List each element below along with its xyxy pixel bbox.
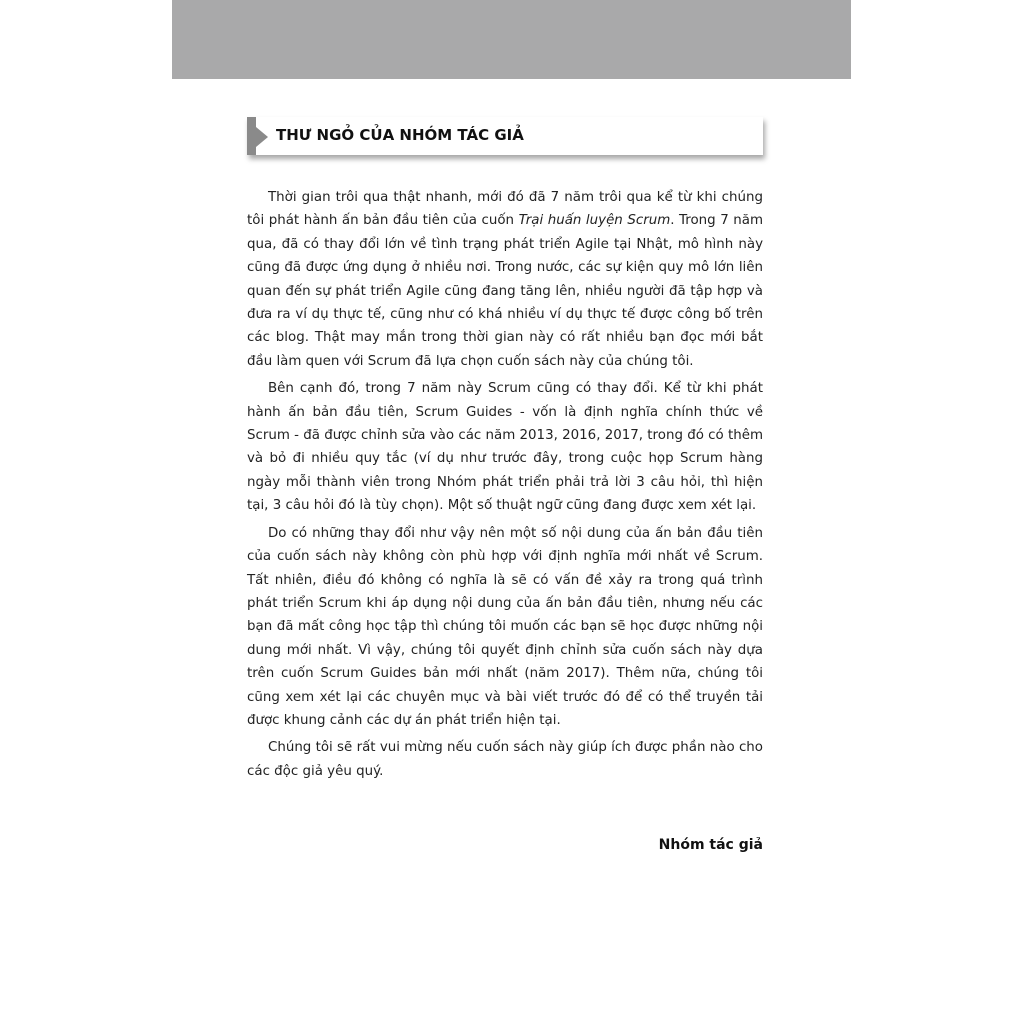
paragraph-1	[247, 186, 763, 373]
letter-body	[247, 186, 763, 787]
paragraph-3: Do có những thay đổi như vậy nên một số nội dung của ấn bản đầu tiên của cuốn sách này không còn phù hợp với định nghĩa mới nhất về Scrum. Tất nhiên, điều đó không có nghĩa là sẽ có vấn đề xảy ra trong quá trình phát triển Scrum khi áp dụng nội dung của ấn bản đầu tiên, nhưng nếu các bạn đã mất công học tập thì chúng tôi muốn các bạn sẽ học được những nội dung mới nhất. Vì vậy, chúng tôi quyết định chỉnh sửa cuốn sách này dựa trên cuốn Scrum Guides bản mới nhất (năm 2017). Thêm nữa, chúng tôi cũng xem xét lại các chuyên mục và bài viết trước đó để có thể truyền tải được khung cảnh các dự án phát triển hiện tại.	[247, 525, 763, 728]
paragraph-2: Bên cạnh đó, trong 7 năm này Scrum cũng có thay đổi. Kể từ khi phát hành ấn bản đầu tiên, Scrum Guides - vốn là định nghĩa chính thức về Scrum - đã được chỉnh sửa vào các năm 2013, 2016, 2017, trong đó có thêm và bỏ đi nhiều quy tắc (ví dụ như trước đây, trong cuộc họp Scrum hàng ngày mỗi thành viên trong Nhóm phát triển phải trả lời 3 câu hỏi, thì hiện tại, 3 câu hỏi đó là tùy chọn). Một số thuật ngữ cũng đang được xem xét lại.	[247, 381, 763, 514]
paragraph-1-end: . Trong 7 năm qua, đã có thay đổi lớn về tình trạng phát triển Agile tại Nhật, mô hình này cũng đã được ứng dụng ở nhiều nơi. Trong nước, các sự kiện quy mô lớn liên quan đến sự phát triển Agile cũng đang tăng lên, nhiều người đã tập hợp và đưa ra ví dụ thực tế, cũng như có khá nhiều ví dụ thực tế được công bố trên các blog. Thật may mắn trong thời gian này có rất nhiều bạn đọc mới bắt đầu làm quen với Scrum đã lựa chọn cuốn sách này của chúng tôi.	[247, 213, 764, 369]
top-gray-band	[172, 0, 851, 79]
heading-box	[247, 117, 763, 155]
page-title: THƯ NGỎ CỦA NHÓM TÁC GIẢ	[276, 126, 524, 144]
book-title-italic: Trại huấn luyện Scrum	[518, 213, 671, 229]
paragraph-4: Chúng tôi sẽ rất vui mừng nếu cuốn sách này giúp ích được phần nào cho các độc giả yêu quý.	[247, 740, 763, 779]
signature: Nhóm tác giả	[658, 837, 763, 853]
paragraph-1-start: Thời gian trôi qua thật nhanh, mới đó đã 7 năm trôi qua kể từ khi chúng tôi phát hành ấn bản đầu tiên của cuốn	[247, 190, 763, 229]
heading-arrow-icon	[256, 127, 268, 147]
